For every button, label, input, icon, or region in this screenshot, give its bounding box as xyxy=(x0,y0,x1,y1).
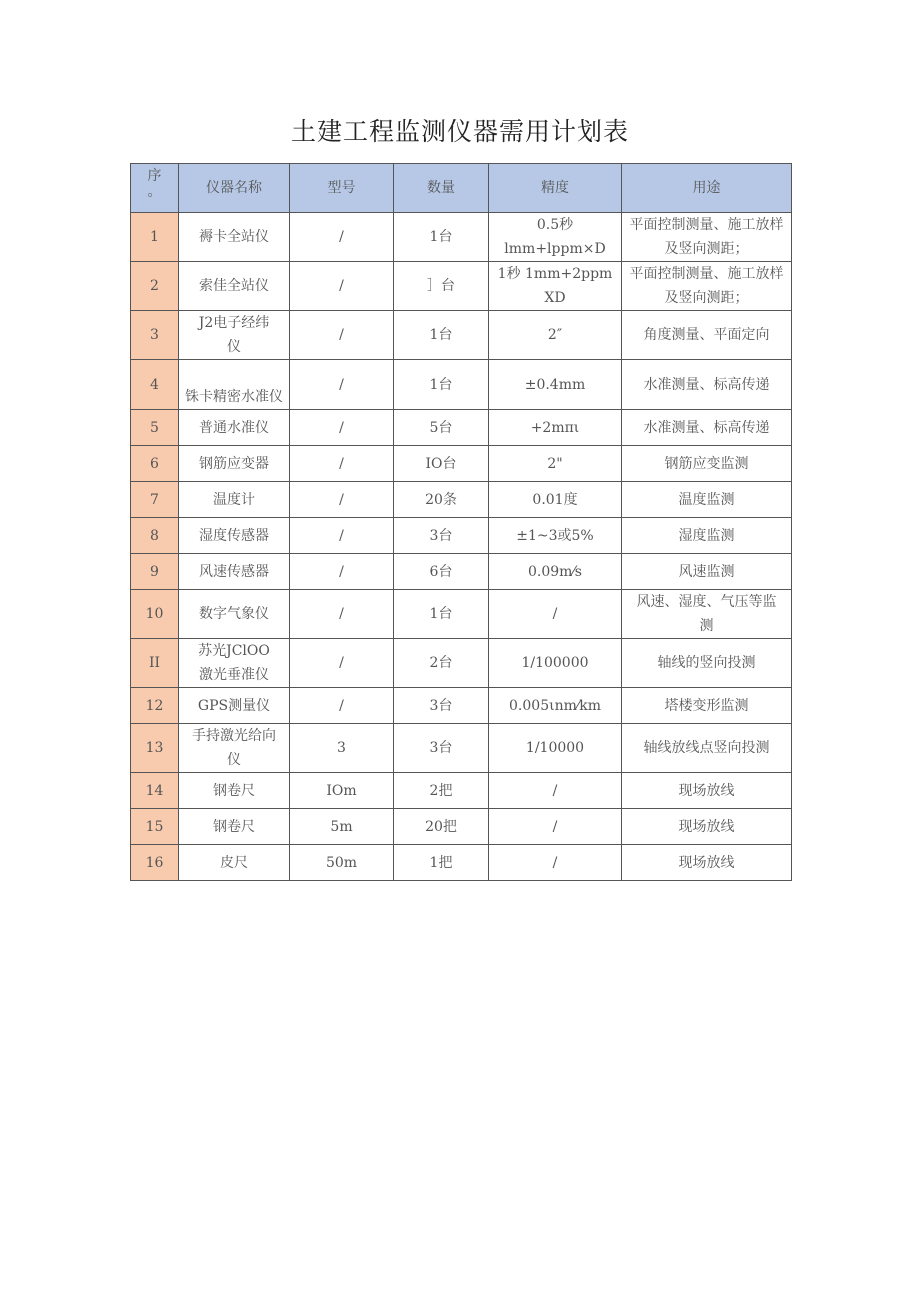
cell-seq: 13 xyxy=(131,724,179,773)
cell-precision: 1秒 1mm+2ppm XD xyxy=(489,262,622,311)
header-usage: 用途 xyxy=(622,164,792,213)
cell-name: J2电子经纬 仪 xyxy=(179,311,290,360)
cell-seq: 15 xyxy=(131,809,179,845)
table-row xyxy=(131,809,792,845)
cell-model: 3 xyxy=(290,724,394,773)
header-row xyxy=(131,164,792,213)
cell-precision: / xyxy=(489,773,622,809)
cell-model: / xyxy=(290,262,394,311)
cell-precision: 1/100000 xyxy=(489,639,622,688)
cell-seq: 2 xyxy=(131,262,179,311)
cell-seq: 9 xyxy=(131,554,179,590)
cell-name: GPS测量仪 xyxy=(179,688,290,724)
cell-seq: 10 xyxy=(131,590,179,639)
cell-quantity: ］台 xyxy=(394,262,489,311)
cell-usage: 现场放线 xyxy=(622,773,792,809)
cell-name: 手持激光给向 仪 xyxy=(179,724,290,773)
cell-precision: 0.09m⁄s xyxy=(489,554,622,590)
header-model: 型号 xyxy=(290,164,394,213)
cell-quantity: 3台 xyxy=(394,688,489,724)
cell-name: 铢卡精密水准仪 xyxy=(179,360,290,410)
cell-precision: / xyxy=(489,845,622,881)
cell-usage: 风速、湿度、气压等监 测 xyxy=(622,590,792,639)
cell-seq: 14 xyxy=(131,773,179,809)
table-row xyxy=(131,773,792,809)
cell-usage: 湿度监测 xyxy=(622,518,792,554)
cell-model: / xyxy=(290,213,394,262)
header-seq: 序 。 xyxy=(131,164,179,213)
table-row xyxy=(131,518,792,554)
cell-precision: +2mπι xyxy=(489,410,622,446)
cell-seq: 12 xyxy=(131,688,179,724)
cell-model: / xyxy=(290,554,394,590)
table-row xyxy=(131,482,792,518)
cell-usage: 钢筋应变监测 xyxy=(622,446,792,482)
cell-quantity: 1把 xyxy=(394,845,489,881)
cell-usage: 轴线的竖向投测 xyxy=(622,639,792,688)
table-row xyxy=(131,845,792,881)
instrument-plan-table xyxy=(130,163,792,881)
cell-precision: 0.5秒 lmm+lppm×D xyxy=(489,213,622,262)
cell-quantity: 1台 xyxy=(394,311,489,360)
cell-model: 50m xyxy=(290,845,394,881)
cell-name: 钢卷尺 xyxy=(179,773,290,809)
cell-name: 数字气象仪 xyxy=(179,590,290,639)
cell-name: 湿度传感器 xyxy=(179,518,290,554)
cell-model: / xyxy=(290,590,394,639)
cell-model: / xyxy=(290,688,394,724)
cell-quantity: 3台 xyxy=(394,518,489,554)
cell-name: 褥卡全站仪 xyxy=(179,213,290,262)
header-quantity: 数量 xyxy=(394,164,489,213)
cell-seq: 8 xyxy=(131,518,179,554)
cell-precision: ±1~3或5% xyxy=(489,518,622,554)
cell-precision: 1/10000 xyxy=(489,724,622,773)
header-name: 仪器名称 xyxy=(179,164,290,213)
table-row xyxy=(131,410,792,446)
cell-usage: 温度监测 xyxy=(622,482,792,518)
cell-model: / xyxy=(290,518,394,554)
cell-model: / xyxy=(290,311,394,360)
cell-seq: 5 xyxy=(131,410,179,446)
table-body xyxy=(131,213,792,881)
cell-quantity: 5台 xyxy=(394,410,489,446)
cell-name: 风速传感器 xyxy=(179,554,290,590)
cell-seq: 6 xyxy=(131,446,179,482)
cell-model: / xyxy=(290,360,394,410)
cell-precision: ±0.4mm xyxy=(489,360,622,410)
cell-seq: 4 xyxy=(131,360,179,410)
cell-name: 苏光JClOO 激光垂准仪 xyxy=(179,639,290,688)
table-row xyxy=(131,724,792,773)
cell-seq: 16 xyxy=(131,845,179,881)
cell-precision: 0.005ιnm⁄km xyxy=(489,688,622,724)
cell-usage: 角度测量、平面定向 xyxy=(622,311,792,360)
table-row xyxy=(131,213,792,262)
table-row xyxy=(131,639,792,688)
header-precision: 精度 xyxy=(489,164,622,213)
cell-name: 普通水准仪 xyxy=(179,410,290,446)
cell-name: 皮尺 xyxy=(179,845,290,881)
cell-usage: 塔楼变形监测 xyxy=(622,688,792,724)
cell-usage: 现场放线 xyxy=(622,809,792,845)
table-row xyxy=(131,446,792,482)
cell-usage: 现场放线 xyxy=(622,845,792,881)
cell-model: / xyxy=(290,446,394,482)
cell-usage: 水准测量、标高传递 xyxy=(622,410,792,446)
cell-name: 温度计 xyxy=(179,482,290,518)
cell-quantity: 1台 xyxy=(394,590,489,639)
cell-usage: 平面控制测量、施工放样 及竖向测距； xyxy=(622,262,792,311)
table-row xyxy=(131,590,792,639)
cell-model: 5m xyxy=(290,809,394,845)
table-row xyxy=(131,360,792,410)
cell-precision: / xyxy=(489,809,622,845)
cell-usage: 风速监测 xyxy=(622,554,792,590)
cell-quantity: 6台 xyxy=(394,554,489,590)
cell-precision: 2" xyxy=(489,446,622,482)
cell-seq: 3 xyxy=(131,311,179,360)
table-row xyxy=(131,554,792,590)
table-row xyxy=(131,688,792,724)
cell-quantity: 20条 xyxy=(394,482,489,518)
cell-usage: 平面控制测量、施工放样 及竖向测距； xyxy=(622,213,792,262)
page-title: 土建工程监测仪器需用计划表 xyxy=(290,117,629,146)
cell-name: 钢卷尺 xyxy=(179,809,290,845)
cell-quantity: 3台 xyxy=(394,724,489,773)
cell-quantity: IO台 xyxy=(394,446,489,482)
table-row xyxy=(131,311,792,360)
cell-model: / xyxy=(290,482,394,518)
cell-quantity: 20把 xyxy=(394,809,489,845)
cell-precision: / xyxy=(489,590,622,639)
cell-model: / xyxy=(290,410,394,446)
cell-usage: 轴线放线点竖向投测 xyxy=(622,724,792,773)
cell-precision: 0.01度 xyxy=(489,482,622,518)
cell-name: 钢筋应变器 xyxy=(179,446,290,482)
cell-quantity: 2把 xyxy=(394,773,489,809)
cell-seq: 7 xyxy=(131,482,179,518)
cell-quantity: 1台 xyxy=(394,213,489,262)
cell-seq: 1 xyxy=(131,213,179,262)
cell-quantity: 2台 xyxy=(394,639,489,688)
cell-quantity: 1台 xyxy=(394,360,489,410)
cell-model: IOm xyxy=(290,773,394,809)
table-row xyxy=(131,262,792,311)
cell-model: / xyxy=(290,639,394,688)
cell-name: 索佳全站仪 xyxy=(179,262,290,311)
cell-precision: 2″ xyxy=(489,311,622,360)
cell-usage: 水准测量、标高传递 xyxy=(622,360,792,410)
cell-seq: II xyxy=(131,639,179,688)
